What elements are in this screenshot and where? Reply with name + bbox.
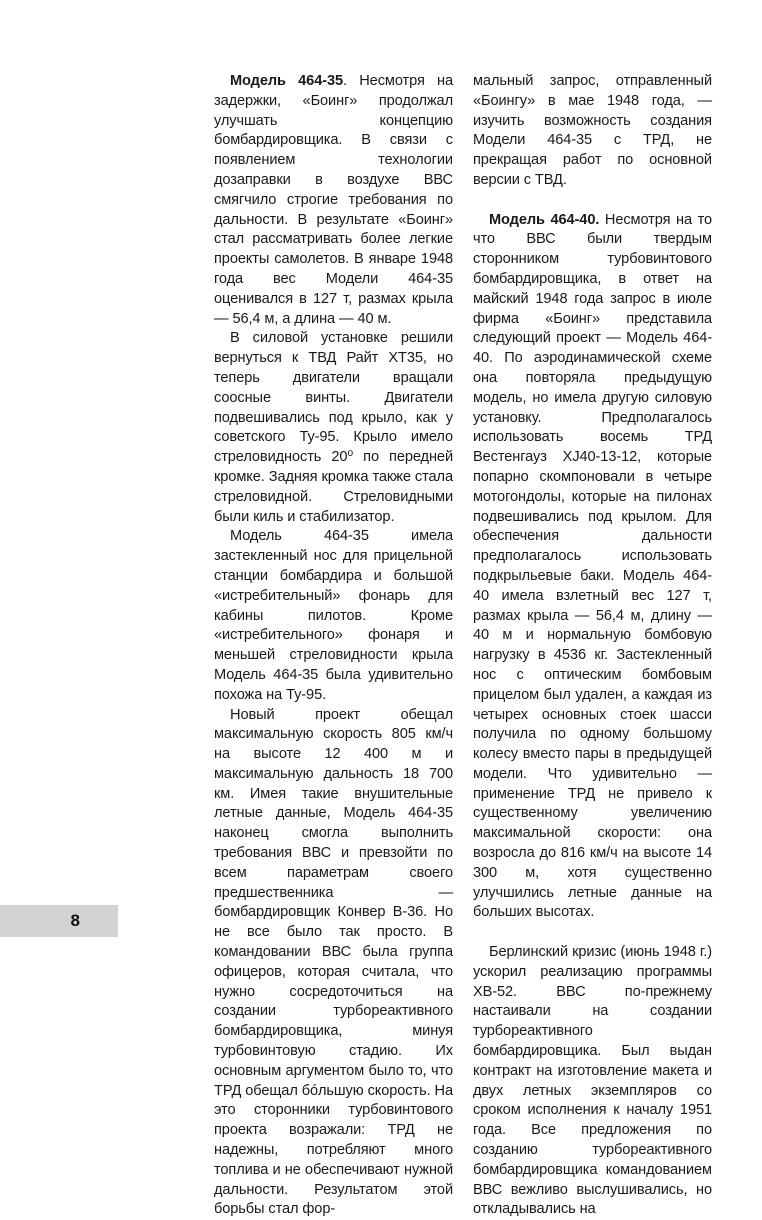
paragraph-performance: Новый проект обещал максимальную скорость 805 км/ч на высоте 12 400 м и максимальную дальность 18 700 км. Имея такие внушительные летные данные, Модель 464-35 наконец смогла выполнить требования ВВС и превзойти по всем параметрам своего предшественника — бомбардировщик Конвер В-36. Но не все было так просто. В командовании ВВС была группа офицеров, которая считала, что нужно сосредоточиться на создании турбореактивного бомбардировщика, минуя турбовинтовую стадию. Их основным аргументом было то, что ТРД обещал бóльшую скорость. На это сторонники турбовинтового проекта возражали: ТРД не надежны, потребляют много топлива и не обеспечивают нужной дальности. Результатом этой борьбы стал фор- (214, 706, 453, 1220)
paragraph-continuation: мальный запрос, отправленный «Боингу» в мае 1948 года, — изучить возможность создания Модели 464-35 с ТРД, не прекращая работ по основной версии с ТВД. (473, 72, 712, 191)
paragraph-text: Несмотря на то что ВВС были твердым сторонником турбовинтового бомбардировщика, в ответ на майский 1948 года запрос в июле фирма «Боинг» представила следующий проект — Модель 464-40. По аэродинамической схеме она повторяла предыдущую модель, но имела другую силовую установку. Предполагалось использовать восемь ТРД Вестенгауз XJ40-13-12, которые попарно скомпоновали в четыре мотогондолы, которые на пилонах подвешивались под крылом. Для обеспечения дальности предполагалось использовать подкрыльевые баки. Модель 464-40 имела взлетный вес 127 т, размах крыла — 56,4 м, длину — 40 м и нормальную бомбовую нагрузку в 4536 кг. Застекленный нос с оптическим бомбовым прицелом был удален, а каждая из четырех основных стоек шасси получила по одному большому колесу вместо пары в предыдущей модели. Что удивительно — применение ТРД не привело к существенному увеличению максимальной скорости: она возросла до 816 км/ч на высоте 14 300 м, хотя существенно улучшились летные данные на больших высотах. (473, 212, 712, 921)
paragraph-model-464-40 (473, 211, 712, 924)
paragraph-model-464-35 (214, 72, 453, 329)
right-text-column (473, 72, 712, 1220)
page-number: 8 (71, 911, 80, 931)
section-heading-464-35: Модель 464-35 (230, 73, 343, 89)
page-number-tab (0, 905, 118, 937)
section-heading-464-40: Модель 464-40. (489, 212, 599, 228)
paragraph-powerplant: В силовой установке решили вернуться к ТВД Райт ХТ35, но теперь двигатели вращали соосные винты. Двигатели подвешивались под крыло, как у советского Ту-95. Крыло имело стреловидность 20⁰ по передней кромке. Задняя кромка также стала стреловидной. Стреловидными были киль и стабилизатор. (214, 329, 453, 527)
paragraph-berlin-crisis: Берлинский кризис (июнь 1948 г.) ускорил реализацию программы XB-52. ВВС по-прежнему настаивали на создании турбореактивного бомбардировщика. Был выдан контракт на изготовление макета и двух летных экземпляров со сроком исполнения к началу 1951 года. Все предложения по созданию турбореактивного бомбардировщика командованием ВВС вежливо выслушивались, но откладывались на (473, 943, 712, 1220)
left-text-column (214, 72, 453, 1220)
paragraph-cockpit: Модель 464-35 имела застекленный нос для прицельной станции бомбардира и большой «истребительный» фонарь для кабины пилотов. Кроме «истребительного» фонаря и меньшей стреловидности крыла Модель 464-35 была удивительно похожа на Ту-95. (214, 527, 453, 705)
paragraph-text: . Несмотря на задержки, «Боинг» продолжал улучшать концепцию бомбардировщика. В связи с появлением технологии дозаправки в воздухе ВВС смягчило строгие требования по дальности. В результате «Боинг» стал рассматривать более легкие проекты самолетов. В январе 1948 года вес Модели 464-35 оценивался в 127 т, размах крыла — 56,4 м, а длина — 40 м. (214, 73, 453, 327)
